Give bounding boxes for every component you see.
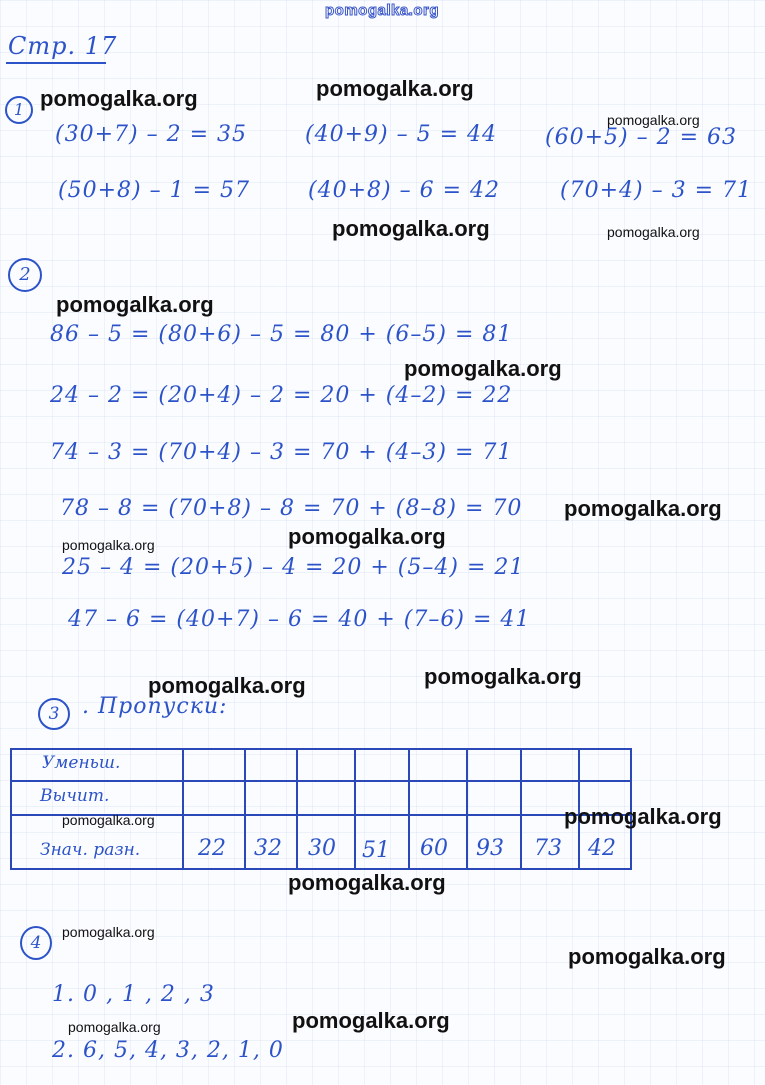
missing-values-table — [10, 748, 632, 870]
diff-value-8: 42 — [588, 836, 616, 861]
diff-value-4: 51 — [362, 838, 390, 863]
table-col-line-0 — [10, 748, 12, 870]
task2-number: 2 — [8, 258, 42, 292]
watermark: pomogalka.org — [40, 86, 198, 111]
task2-line-5: 25 – 4 = (20+5) – 4 = 20 + (5–4) = 21 — [62, 555, 525, 580]
watermark: pomogalka.org — [62, 537, 155, 553]
task4-line-2: 2. 6, 5, 4, 3, 2, 1, 0 — [52, 1038, 284, 1063]
table-col-line-2 — [244, 748, 246, 870]
task1-line-1: (30+7) – 2 = 35 — [55, 122, 247, 147]
row-label-minuend: Уменьш. — [42, 753, 121, 773]
watermark: pomogalka.org — [607, 224, 700, 240]
task2-line-2: 24 – 2 = (20+4) – 2 = 20 + (4–2) = 22 — [50, 383, 513, 408]
watermark: pomogalka.org — [564, 804, 722, 829]
task2-line-3: 74 – 3 = (70+4) – 3 = 70 + (4–3) = 71 — [50, 440, 513, 465]
watermark: pomogalka.org — [68, 1019, 161, 1035]
watermark: pomogalka.org — [56, 292, 214, 317]
task4-number: 4 — [20, 926, 52, 960]
table-col-line-5 — [408, 748, 410, 870]
diff-value-5: 60 — [420, 836, 448, 861]
task3-title: . Пропуски: — [82, 694, 228, 719]
task4-line-1: 1. 0 , 1 , 2 , 3 — [52, 982, 215, 1007]
watermark: pomogalka.org — [148, 673, 306, 698]
watermark: pomogalka.org — [568, 944, 726, 969]
page-label-underline — [6, 62, 106, 64]
table-col-line-1 — [182, 748, 184, 870]
task1-line-2: (40+9) – 5 = 44 — [305, 122, 497, 147]
task1-number: 1 — [5, 96, 33, 124]
task2-line-4: 78 – 8 = (70+8) – 8 = 70 + (8–8) = 70 — [60, 496, 523, 521]
table-line-top — [10, 748, 632, 750]
task1-line-4: (50+8) – 1 = 57 — [58, 178, 250, 203]
task1-line-6: (70+4) – 3 = 71 — [560, 178, 752, 203]
watermark: pomogalka.org — [316, 76, 474, 101]
diff-value-1: 22 — [198, 836, 226, 861]
task1-line-5: (40+8) – 6 = 42 — [308, 178, 500, 203]
diff-value-7: 73 — [534, 836, 562, 861]
table-col-line-4 — [354, 748, 356, 870]
watermark: pomogalka.org — [332, 216, 490, 241]
watermark: pomogalka.org — [564, 496, 722, 521]
watermark: pomogalka.org — [424, 664, 582, 689]
watermark: pomogalka.org — [62, 924, 155, 940]
watermark: pomogalka.org — [292, 1008, 450, 1033]
task2-line-1: 86 – 5 = (80+6) – 5 = 80 + (6–5) = 81 — [50, 322, 513, 347]
watermark-top: pomogalka.org — [325, 2, 440, 19]
table-col-line-6 — [466, 748, 468, 870]
task2-line-6: 47 – 6 = (40+7) – 6 = 40 + (7–6) = 41 — [68, 607, 531, 632]
watermark: pomogalka.org — [62, 812, 155, 828]
task1-line-3: (60+5) – 2 = 63 — [545, 125, 737, 150]
watermark: pomogalka.org — [288, 870, 446, 895]
diff-value-6: 93 — [476, 836, 504, 861]
diff-value-2: 32 — [254, 836, 282, 861]
table-line-1 — [10, 780, 632, 782]
row-label-subtrahend: Вычит. — [40, 786, 110, 806]
row-label-difference: Знач. разн. — [40, 840, 141, 860]
diff-value-3: 30 — [308, 836, 336, 861]
watermark: pomogalka.org — [404, 356, 562, 381]
table-col-line-3 — [296, 748, 298, 870]
watermark: pomogalka.org — [288, 524, 446, 549]
page-label: Стр. 17 — [8, 32, 118, 60]
table-col-line-7 — [520, 748, 522, 870]
task3-number: 3 — [38, 698, 70, 730]
watermark: pomogalka.org — [607, 112, 700, 128]
